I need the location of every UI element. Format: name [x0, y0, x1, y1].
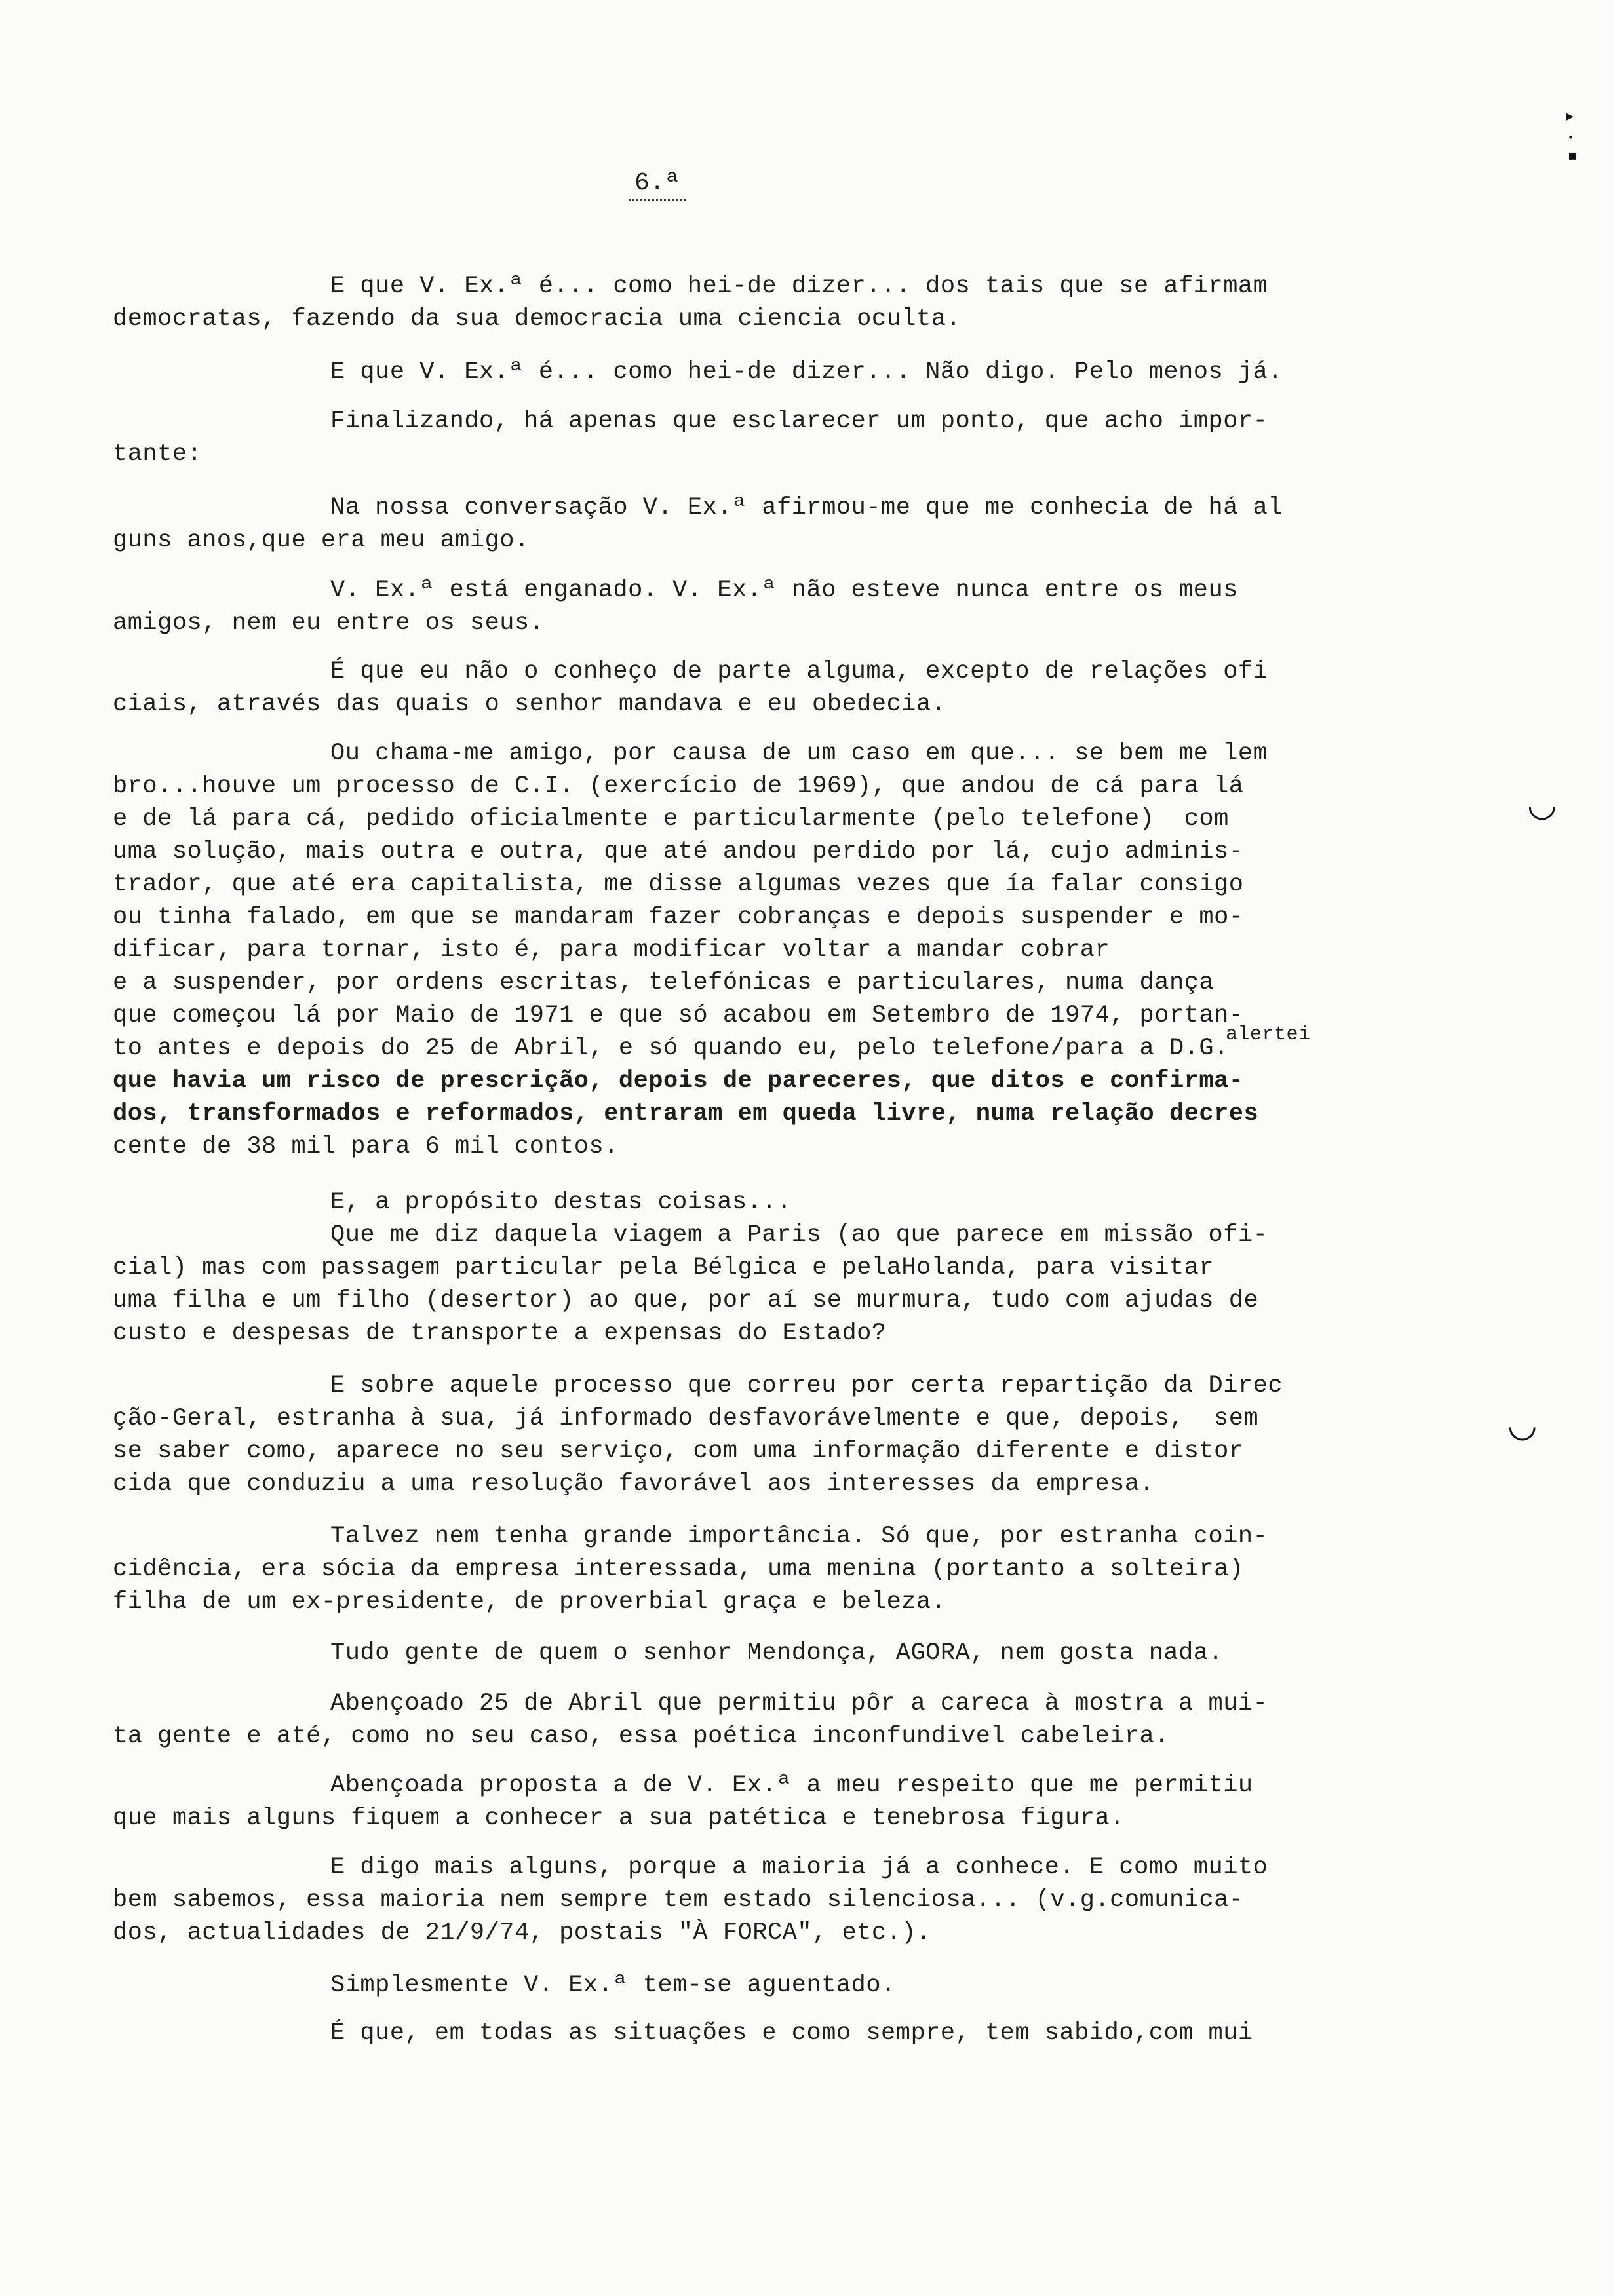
text-line: trador, que até era capitalista, me disse algumas vezes que ía falar consigo [113, 871, 1244, 898]
text-line: e a suspender, por ordens escritas, telefónicas e particulares, numa dança [113, 969, 1215, 997]
paragraph [113, 1851, 1371, 1949]
text-line: filha de um ex-presidente, de proverbial graça e beleza. [113, 1588, 946, 1616]
text-line: que começou lá por Maio de 1971 e que só acabou em Setembro de 1974, portan- [113, 1002, 1244, 1029]
text-line: E sobre aquele processo que correu por certa repartição da Direc [330, 1372, 1283, 1400]
paragraph [113, 405, 1371, 470]
text-line: custo e despesas de transporte a expensas do Estado? [113, 1320, 887, 1347]
text-line: Tudo gente de quem o senhor Mendonça, AGORA, nem gosta nada. [330, 1639, 1224, 1667]
paragraph [113, 1219, 1371, 1350]
paragraph [113, 356, 1371, 389]
text-line: Que me diz daquela viagem a Paris (ao que parece em missão ofi- [330, 1221, 1268, 1249]
text-line: V. Ex.ª está enganado. V. Ex.ª não esteve nunca entre os meus [330, 577, 1238, 604]
text-line: Ou chama-me amigo, por causa de um caso em que... se bem me lem [330, 740, 1268, 767]
text-line: E digo mais alguns, porque a maioria já a conhece. E como muito [330, 1854, 1268, 1881]
text-line: que mais alguns fiquem a conhecer a sua patética e tenebrosa figura. [113, 1805, 1125, 1832]
margin-checkmark-icon: ◡ [1527, 785, 1557, 824]
text-line: dos, transformados e reformados, entraram em queda livre, numa relação decres [113, 1100, 1259, 1128]
text-line: cente de 38 mil para 6 mil contos. [113, 1133, 619, 1160]
text-line: ou tinha falado, em que se mandaram fazer cobranças e depois suspender e mo- [113, 904, 1244, 931]
paragraph [113, 1637, 1371, 1670]
margin-checkmark-icon: ◡ [1508, 1406, 1538, 1445]
text-line: cida que conduziu a uma resolução favorável aos interesses da empresa. [113, 1470, 1155, 1498]
text-line: dos, actualidades de 21/9/74, postais "À FORCA", etc.). [113, 1919, 931, 1947]
paragraph [113, 574, 1371, 640]
paragraph [113, 270, 1371, 335]
text-line: Finalizando, há apenas que esclarecer um ponto, que acho impor- [330, 408, 1268, 435]
text-line: que havia um risco de prescrição, depois de pareceres, que ditos e confirma- [113, 1067, 1244, 1095]
text-line: ta gente e até, como no seu caso, essa poética inconfundivel cabeleira. [113, 1723, 1169, 1750]
text-line: se saber como, aparece no seu serviço, com uma informação diferente e distor [113, 1438, 1244, 1465]
paragraph [113, 1687, 1371, 1753]
text-line: Na nossa conversação V. Ex.ª afirmou-me que me conhecia de há al [330, 494, 1283, 522]
paragraph [113, 1769, 1371, 1835]
text-line: uma solução, mais outra e outra, que até andou perdido por lá, cujo adminis- [113, 838, 1244, 866]
text-line: É que, em todas as situações e como sempre, tem sabido,com mui [330, 2019, 1253, 2047]
text-line: to antes e depois do 25 de Abril, e só quando eu, pelo telefone/para a D.G. [113, 1035, 1229, 1062]
text-line: Talvez nem tenha grande importância. Só que, por estranha coin- [330, 1523, 1268, 1550]
paragraph [113, 2017, 1371, 2050]
page-number: 6.ª [629, 169, 686, 201]
paragraph [113, 655, 1371, 721]
paragraph [113, 737, 1371, 1163]
margin-mark-icon: ▪ [1568, 147, 1578, 164]
text-line: Simplesmente V. Ex.ª tem-se aguentado. [330, 1972, 896, 1999]
paragraph [113, 491, 1371, 557]
text-line: cial) mas com passagem particular pela Bélgica e pelaHolanda, para visitar [113, 1254, 1215, 1282]
text-line: e de lá para cá, pedido oficialmente e particularmente (pelo telefone) com [113, 805, 1229, 833]
text-line: democratas, fazendo da sua democracia uma ciencia oculta. [113, 305, 962, 333]
paragraph [113, 1520, 1371, 1618]
text-line: ção-Geral, estranha à sua, já informado desfavorávelmente e que, depois, sem [113, 1405, 1259, 1432]
text-line: E, a propósito destas coisas... [330, 1189, 792, 1216]
paragraph [113, 1969, 1371, 2002]
text-line: Abençoada proposta a de V. Ex.ª a meu respeito que me permitiu [330, 1772, 1253, 1799]
text-line: Abençoado 25 de Abril que permitiu pôr a careca à mostra a mui- [330, 1690, 1268, 1717]
text-line: ciais, através das quais o senhor mandava e eu obedecia. [113, 691, 946, 718]
text-line: cidência, era sócia da empresa interessada, uma menina (portanto a solteira) [113, 1556, 1244, 1583]
text-line: E que V. Ex.ª é... como hei-de dizer... dos tais que se afirmam [330, 273, 1268, 300]
text-line: É que eu não o conheço de parte alguma, excepto de relações ofi [330, 658, 1268, 685]
interlinear-handwritten-word: alertei [1226, 1024, 1311, 1046]
text-line: uma filha e um filho (desertor) ao que, por aí se murmura, tudo com ajudas de [113, 1287, 1259, 1314]
paragraph [113, 1369, 1371, 1501]
text-line: bem sabemos, essa maioria nem sempre tem estado silenciosa... (v.g.comunica- [113, 1886, 1244, 1914]
margin-mark-icon: ▸ [1566, 108, 1574, 124]
text-line: tante: [113, 440, 203, 468]
paragraph [113, 1186, 1371, 1219]
margin-mark-icon: • [1568, 131, 1574, 144]
text-line: guns anos,que era meu amigo. [113, 527, 530, 554]
text-line: bro...houve um processo de C.I. (exercício de 1969), que andou de cá para lá [113, 773, 1244, 800]
text-line: E que V. Ex.ª é... como hei-de dizer... Não digo. Pelo menos já. [330, 358, 1283, 386]
text-line: dificar, para tornar, isto é, para modificar voltar a mandar cobrar [113, 936, 1110, 964]
text-line: amigos, nem eu entre os seus. [113, 609, 545, 637]
